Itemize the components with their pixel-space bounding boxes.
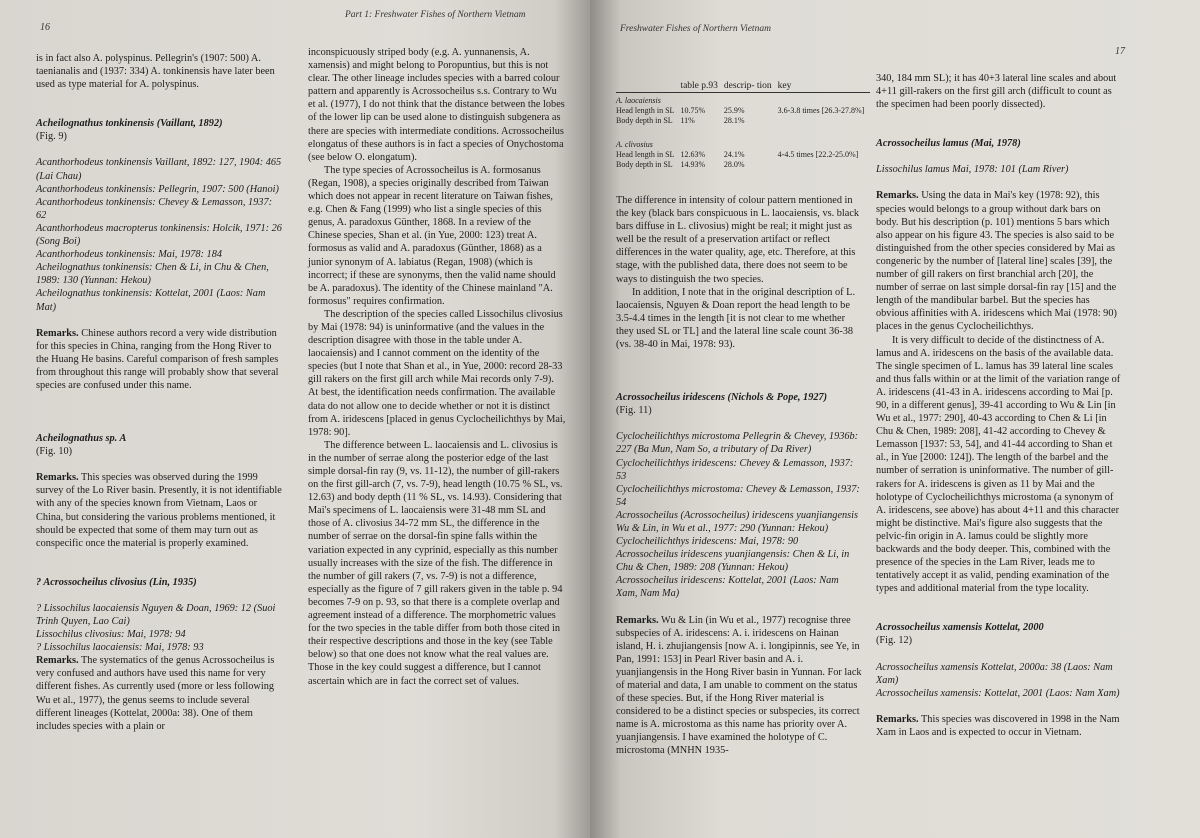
remarks-paragraph [876,713,1122,739]
table-cell: 24.1% [723,150,745,159]
table-cell: Body depth in SL [616,116,673,125]
paragraph: The description of the species called Lissochilus clivosius by Mai (1978: 94) is uninformative (and the values in the description disagree with those in the table under A. laocaiensis) and I cannot comment on the identity of the species (but I note that Shan et al., in Yue, 2000: record 28-33 gill rakers on the first gill arch while Mai records only 7-9). At best, the identification needs confirmation. The available data do not allow one to decide whether or not it is distinct from A. iridescens [placed in genus Cyclocheilichthys by Mai, 1978: 90]. [308,308,566,438]
remarks-paragraph [36,327,284,392]
synonym-entry: Acanthorhodeus tonkinensis: Pellegrin, 1907: 500 (Hanoi) [36,183,279,195]
table-cell: 11% [680,116,695,125]
paragraph: The difference between L. laocaiensis and L. clivosius is in the number of serrae along the posterior edge of the last simple dorsal-fin ray (9, vs. 11-12), the number of gill-rakers on the first gill-arch (7, vs. 7-9), head length (10.75 % SL, vs. 12.63) and body depth (11 % SL, vs. 14.93). Considering that Mai's specimens of L. laocaiensis were 31-48 mm SL and those of A. clivosius 34-72 mm SL, the difference in the number of serrae on the dorsal-fin spine falls within the variation expected in any cyprinid, especially as this number usually increases with the size of the fish. The difference in the number of gill rakers (7, vs. 7-9) is not a difference, especially as the figure of 7 gill rakers given in the table p. 94 becomes 7-9 on p. 93, so that there is a complete overlap and agreement instead of a difference. The morphometric values for the two species in the table differ from both those cited in their respective descriptions and those in the key (see Table below) so that one does not know what the real values are. Those in the key could suggest a difference, but I cannot ascertain which are in fact the correct set of values. [308,439,563,687]
paragraph: It is very difficult to decide of the distinctness of A. lamus and A. iridescens on the basis of the available data. The single specimen of L. lamus has 39 lateral line scales and thus falls within or at the limit of the variation range of A. iridescens (41-43 in A. iridescens according to Mai [p. 90, in a different genus], 39-41 according to Wu & Lin [in Wu et al., 1977: 290], 40-43 according to Chen & Li [in Chu & Chen, 1989: 208], 41-42 according to Chevey & Lemasson [1937: 53, 54], and 41-44 according to Shan et al., in Yue [2000: 124]). The length of the barbel and the number of serration is uninformative. The number of gill-rakers for A. iridescens is given as 11 by Mai and the holotype of Cyclocheilichthys microstoma (a synonym of A. iridescens, see above) has about 4+11 and this character might be distinctive. Mai's figure also suggests that the pelvic-fin origin in A. lamus could be slightly more backwards and the body deeper. This, combined with the presence of the species in the Lam River, leads me to tentatively accept it as valid, pending examination of the types and additional material from the type locality. [876,334,1121,595]
remarks-label: Remarks. [876,713,919,725]
table-row [616,150,870,160]
remarks-label: Remarks. [36,655,79,667]
synonym-entry: Acanthorhodeus tonkinensis Vaillant, 1892: 127, 1904: 465 (Lai Chau) [36,157,282,182]
table-cell: 3.6-3.8 times [26.3-27.8%] [777,106,865,115]
species-heading: ? Acrossocheilus clivosius (Lin, 1935) [36,576,197,588]
table-header: descrip- tion [723,81,772,91]
synonym-entry: Acheilognathus tonkinensis: Chen & Li, in Chu & Chen, 1989: 130 (Yunnan: Hekou) [36,262,269,287]
remarks-label: Remarks. [36,327,79,339]
remarks-paragraph [36,654,284,733]
paragraph: The type species of Acrossocheilus is A. formosanus (Regan, 1908), a species originally described from Taiwan which does not appear in recent literature on Taiwan fishes, e.g. Chen & Fang (1999) who list a single species of this genus, A. paradoxus Günther, 1868. In a review of the Chinese species, Shan et al. (in Yue, 2000: 123) treat A. formosus as valid and A. paradoxus (Günther, 1868) as a junior synonym of A. labiatus (Regan, 1908) (which is incorrect; if these are synonyms, then the valid name should be A. paradoxus). The identity of the Chinese mainland "A. formosus" requires confirmation. [308,164,556,307]
table-cell: 28.1% [723,116,745,125]
figure-ref: (Fig. 10) [36,446,73,458]
figure-ref: (Fig. 9) [36,131,67,143]
left-page [0,0,590,838]
species-heading: Acrossocheilus iridescens (Nichols & Pope, 1927) [616,392,828,404]
synonym-entry: ? Lissochilus laocaiensis: Mai, 1978: 93 [36,642,204,654]
remarks-text: This species was discovered in 1998 in the Nam Xam in Laos and is expected to occur in Vietnam. [876,713,1120,738]
synonym-entry: Acrossocheilus xamensis Kottelat, 2000a: 38 (Laos: Nam Xam) [876,661,1113,686]
table-row [616,116,870,126]
synonym-entry: Lissochilus clivosius: Mai, 1978: 94 [36,629,186,641]
remarks-text: Wu & Lin (in Wu et al., 1977) recognise three subspecies of A. iridescens: A. i. iridescens on Hainan island, H. i. zhujiangensis [now A. i. longipinnis, see Ye, in Pan, 1991: 153] in Pearl River basin and A. i. yuanjiangensis in the Hong River basin in Yunnan. For lack of material and data, I am unable to comment on the status of these species. But, if the Hong River material is considered to be a distinct species or subspecies, its correct name is A. microstoma as this name has priority over A. yuanjiangensis. I have examined the holotype of C. microstoma (MNHN 1935- [616,614,862,757]
remarks-text: Using the data in Mai's key (1978: 92), this species would belongs to a group without dark bars on body. But his description (p. 101) mentions 5 bars which also appear on his figure 43. The species is also said to be distinguished from the other species considered by Mai as congeneric by the number of [lateral line] scales [39], the number of gill rakers on first branchial arch [20], the number of serrae on last simple dorsal-fin ray [15] and the length of the mandibular barbel. But the species has obvious affinities with A. iridescens which Mai (1978: 90) places in the genus Cyclocheilichthys. [876,190,1117,333]
remarks-paragraph [616,614,862,758]
synonym-entry: Cyclocheilichthys iridescens: Chevey & Lemasson, 1937: 53 [616,457,854,482]
table-group-label: A. clivosius [616,140,653,149]
remarks-text: The systematics of the genus Acrossocheilus is very confused and authors have used this name for very different fishes. As currently used (more or less following Wu et al., 1977), the genus seems to include several different lineages (Kottelat, 2000a: 38). One of them includes species with a plain or [36,655,275,732]
table-cell: 28.0% [723,160,745,169]
synonym-entry: Cyclocheilichthys iridescens: Mai, 1978: 90 [616,536,799,548]
measurement-table [616,80,870,170]
species-heading: Acrossocheilus lamus (Mai, 1978) [876,138,1021,150]
synonym-entry: Acrossocheilus iridescens yuanjiangensis: Chen & Li, in Chu & Chen, 1989: 208 (Yunnan: Hekou) [616,549,850,574]
remarks-label: Remarks. [36,472,79,484]
right-column-1 [616,80,865,758]
running-head: Part 1: Freshwater Fishes of Northern Vietnam [345,10,526,20]
synonym-entry: ? Lissochilus laocaiensis Nguyen & Doan, 1969: 12 (Suoi Trinh Quyen, Lao Cai) [36,602,276,627]
table-row [616,106,870,116]
table-group-label: A. laocaiensis [616,96,661,105]
remarks-text: Chinese authors record a very wide distribution for this species in China, ranging from the Hong River to the Huang He basins. Careful comparison of fresh samples from throughout this range will probably show that several species are confused under this name. [36,327,279,391]
synonym-entry: Lissochilus lamus Mai, 1978: 101 (Lam River) [876,164,1069,176]
remarks-paragraph [36,471,284,550]
table-cell: 10.75% [680,106,706,115]
right-page [590,0,1200,838]
paragraph: In addition, I note that in the original description of L. laocaiensis, Nguyen & Doan report the head length to be 3.5-4.4 times in the length [it is not clear to me whether they used SL or TL] and the lateral line scale count 36-38 (vs. 38-40 in Mai, 1978: 93). [616,286,856,351]
paragraph: inconspicuously striped body (e.g. A. yunnanensis, A. xamensis) and might belong to Poropuntius, but this is not clear. The other lineage includes species with a barred colour pattern and apparently is Acrossocheilus s.s. Contrary to Wu et al. (1977), I do not think that the distance between the lobes of the lower lip can be used alone to distinguish subgenera as there are species with intermediate conditions. Acrossocheilus elongatus of these authors is in fact a species of Onychostoma (see below O. elongatum). [308,47,565,163]
left-column-2 [308,46,566,688]
table-header [616,80,680,93]
remarks-paragraph [876,189,1122,333]
remarks-label: Remarks. [616,614,659,626]
figure-ref: (Fig. 11) [616,405,652,417]
table-cell: Body depth in SL [616,160,673,169]
table-cell [778,116,871,126]
table-cell: 14.93% [680,160,706,169]
table-cell: 4-4.5 times [22.2-25.0%] [777,150,859,159]
figure-ref: (Fig. 12) [876,635,913,647]
paragraph: is in fact also A. polyspinus. Pellegrin's (1907: 500) A. taenianalis and (1937: 334) A. tonkinensis have later been used as type material for A. polyspinus. [36,53,275,91]
page-number: 17 [1115,46,1125,57]
synonym-entry: Cyclocheilichthys microstoma Pellegrin & Chevey, 1936b: 227 (Ba Mun, Nam So, a tributary of Da River) [616,431,859,456]
table-header: table p.93 [680,81,718,91]
right-column-2 [876,72,1122,739]
synonym-entry: Acanthorhodeus tonkinensis: Mai, 1978: 184 [36,249,222,261]
synonym-entry: Acrossocheilus xamensis: Kottelat, 2001 (Laos: Nam Xam) [876,687,1120,699]
table-header: key [777,81,792,91]
synonym-entry: Acanthorhodeus macropterus tonkinensis: Holcik, 1971: 26 (Song Boi) [36,222,282,248]
table-cell: 12.63% [680,150,706,159]
species-heading: Acheilognathus tonkinensis (Vaillant, 1892) [36,118,223,130]
table-cell: Head length in SL [616,106,675,115]
table-cell [778,160,871,170]
left-column-1 [36,52,284,733]
page-number: 16 [40,22,50,33]
species-heading: Acheilognathus sp. A [36,433,127,445]
synonym-entry: Acanthorhodeus tonkinensis: Chevey & Lemasson, 1937: 62 [36,196,273,221]
synonym-entry: Acheilognathus tonkinensis: Kottelat, 2001 (Laos: Nam Mat) [36,288,266,313]
synonym-entry: Cyclocheilichthys microstoma: Chevey & Lemasson, 1937: 54 [616,483,860,508]
remarks-label: Remarks. [876,190,919,202]
synonym-entry: Acrossocheilus iridescens: Kottelat, 2001 (Laos: Nam Xam, Nam Ma) [616,575,839,600]
table-row [616,160,870,170]
running-head: Freshwater Fishes of Northern Vietnam [620,24,771,34]
remarks-text: This species was observed during the 1999 survey of the Lo River basin. Presently, it is not identifiable with any of the species known from Vietnam, Laos or China, but considering the various problems mentioned, it should be expected that some of them may turn out as conspecific once the material is properly examined. [36,472,282,549]
paragraph: The difference in intensity of colour pattern mentioned in the key (black bars conspicuous in L. laocaiensis, vs. black bars diffuse in L. clivosius) might be real; it might just as well be the result of a preservation artifact or reflect differences in the water quality, age, etc. Therefore, at this stage, with the published data, there does not seem to be ways to distinguish the two species. [616,195,860,285]
table-cell: Head length in SL [616,150,675,159]
synonym-entry: Acrossocheilus (Acrossocheilus) iridescens yuanjiangensis Wu & Lin, in Wu et al., 1977: 290 (Yunnan: Hekou) [616,509,859,534]
species-heading: Acrossocheilus xamensis Kottelat, 2000 [876,622,1044,634]
table-cell: 25.9% [723,106,745,115]
paragraph: 340, 184 mm SL); it has 40+3 lateral line scales and about 4+11 gill-rakers on the first gill arch (difficult to count as the specimen had been poorly dissected). [876,73,1117,111]
